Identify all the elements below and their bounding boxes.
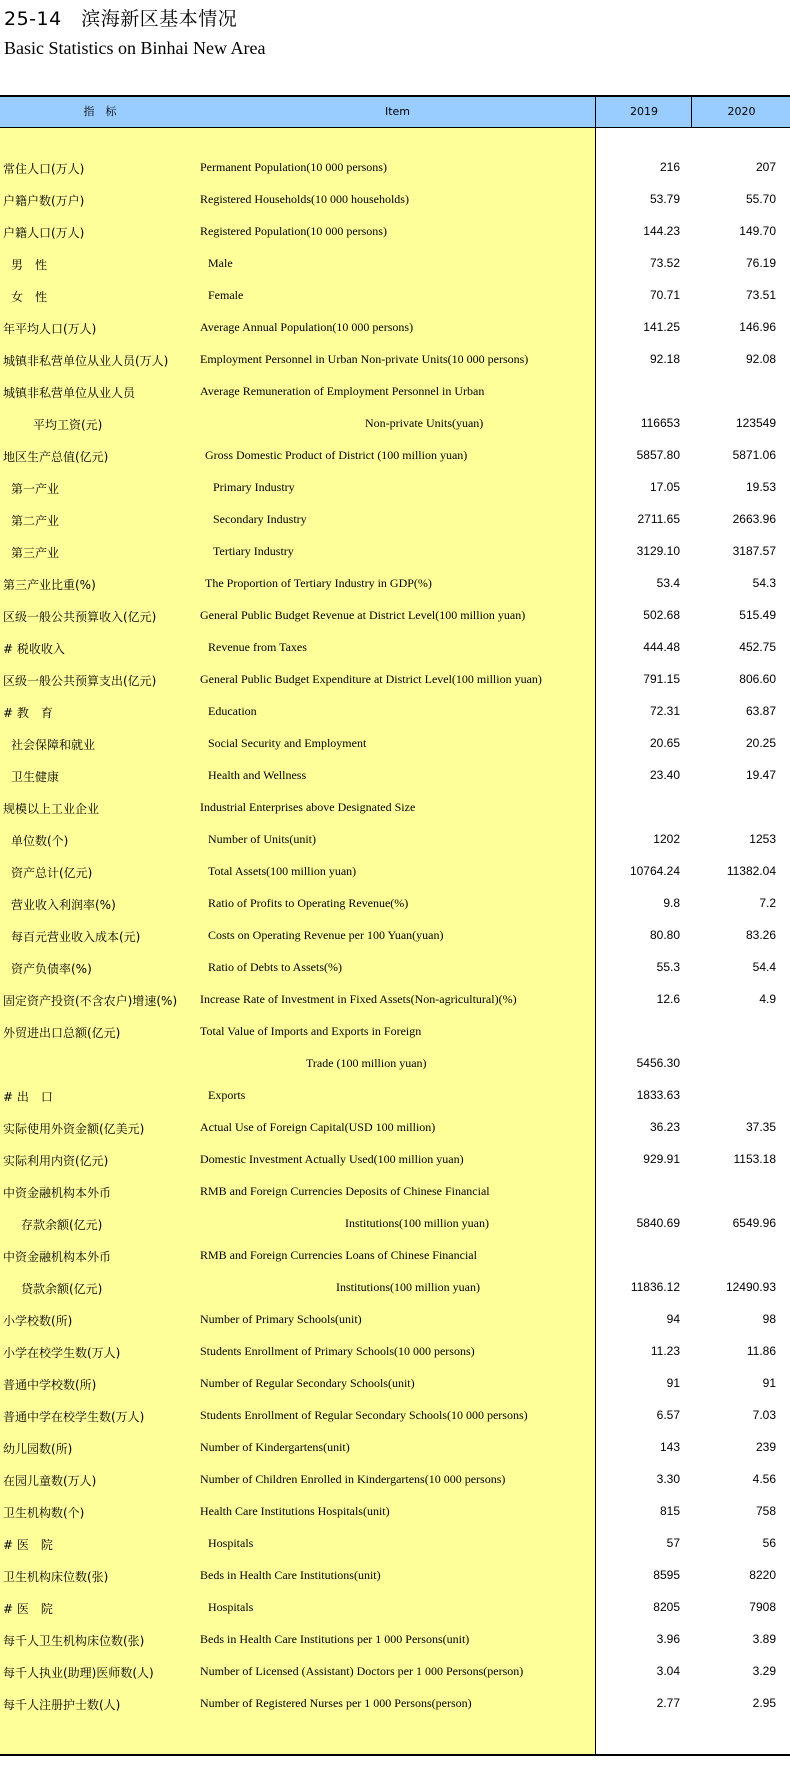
value-2019: 216 (659, 160, 680, 174)
table-row (0, 632, 790, 664)
value-2019: 11.23 (650, 1344, 680, 1358)
value-2020: 83.26 (745, 928, 776, 942)
row-label-en: Ratio of Debts to Assets(%) (208, 960, 342, 974)
row-label-en: Trade (100 million yuan) (306, 1056, 427, 1070)
row-label-cn: 单位数(个) (11, 834, 69, 848)
header-item-en: Item (384, 105, 411, 118)
row-label-en: Increase Rate of Investment in Fixed Assets(Non-agricultural)(%) (200, 992, 517, 1006)
table-row (0, 1560, 790, 1592)
table-row (0, 504, 790, 536)
row-label-en: Female (208, 288, 244, 302)
row-label-cn: 第二产业 (11, 514, 60, 528)
value-2020: 758 (755, 1504, 776, 1518)
value-2019: 70.71 (649, 288, 680, 302)
page-title-en: Basic Statistics on Binhai New Area (4, 38, 266, 58)
row-label-cn: # 医 院 (3, 1602, 53, 1616)
table-rows (0, 152, 790, 1720)
value-2019: 143 (659, 1440, 680, 1454)
value-2019: 9.8 (663, 896, 680, 910)
row-label-cn: 小学校数(所) (3, 1314, 73, 1328)
table-header (0, 95, 790, 128)
value-2020: 11.86 (746, 1344, 776, 1358)
value-2020: 73.51 (745, 288, 776, 302)
table-row (0, 1592, 790, 1624)
row-label-en: Costs on Operating Revenue per 100 Yuan(yuan) (208, 928, 444, 942)
row-label-en: Number of Kindergartens(unit) (200, 1440, 350, 1454)
value-2020: 149.70 (739, 224, 776, 238)
value-2019: 17.05 (649, 480, 680, 494)
row-label-en: Permanent Population(10 000 persons) (200, 160, 387, 174)
value-2020: 63.87 (745, 704, 776, 718)
row-label-cn: 户籍人口(万人) (3, 226, 85, 240)
table-row (0, 952, 790, 984)
value-2019: 23.40 (649, 768, 680, 782)
value-2019: 3.30 (656, 1472, 680, 1486)
row-label-en: Registered Population(10 000 persons) (200, 224, 387, 238)
value-2020: 37.35 (745, 1120, 776, 1134)
table-row (0, 216, 790, 248)
table-body (0, 128, 790, 1754)
row-label-en: Domestic Investment Actually Used(100 million yuan) (200, 1152, 464, 1166)
table-row (0, 1688, 790, 1720)
table-row (0, 1208, 790, 1240)
value-2019: 80.80 (649, 928, 680, 942)
value-2019: 116653 (640, 416, 680, 430)
table-row (0, 920, 790, 952)
value-2019: 12.6 (656, 992, 680, 1006)
value-2020: 1253 (749, 832, 776, 846)
value-2019: 53.79 (649, 192, 680, 206)
table-row (0, 1368, 790, 1400)
row-label-cn: 卫生机构床位数(张) (3, 1570, 109, 1584)
value-2019: 2.77 (656, 1696, 680, 1710)
table-row (0, 792, 790, 824)
row-label-en: Health and Wellness (208, 768, 307, 782)
row-label-cn: 实际使用外资金额(亿美元) (3, 1122, 145, 1136)
row-label-en: Total Value of Imports and Exports in Foreign (200, 1024, 422, 1038)
row-label-cn: 在园儿童数(万人) (3, 1474, 97, 1488)
table-row (0, 1528, 790, 1560)
row-label-en: Primary Industry (213, 480, 295, 494)
row-label-cn: 男 性 (11, 258, 48, 272)
row-label-en: General Public Budget Revenue at District Level(100 million yuan) (200, 608, 526, 622)
row-label-cn: 规模以上工业企业 (3, 802, 100, 816)
table-row (0, 312, 790, 344)
table-row (0, 1144, 790, 1176)
row-label-en: RMB and Foreign Currencies Loans of Chinese Financial (200, 1248, 477, 1262)
table-row (0, 440, 790, 472)
value-2019: 10764.24 (629, 864, 680, 878)
row-label-en: Tertiary Industry (213, 544, 294, 558)
row-label-en: Revenue from Taxes (208, 640, 307, 654)
header-item-cn: 指 标 (83, 105, 117, 118)
value-2020: 55.70 (745, 192, 776, 206)
table-row (0, 824, 790, 856)
value-2019: 91 (666, 1376, 680, 1390)
row-label-cn: 常住人口(万人) (3, 162, 85, 176)
value-2020: 1153.18 (733, 1152, 776, 1166)
table-row (0, 408, 790, 440)
row-label-cn: # 出 口 (3, 1090, 53, 1104)
value-2019: 3129.10 (636, 544, 680, 558)
value-2019: 11836.12 (630, 1280, 680, 1294)
value-2019: 3.04 (656, 1664, 680, 1678)
row-label-cn: 女 性 (11, 290, 48, 304)
value-2019: 5840.69 (636, 1216, 680, 1230)
value-2020: 92.08 (745, 352, 776, 366)
row-label-cn: # 医 院 (3, 1538, 53, 1552)
value-2020: 239 (755, 1440, 776, 1454)
row-label-en: General Public Budget Expenditure at District Level(100 million yuan) (200, 672, 542, 686)
table-row (0, 568, 790, 600)
value-2020: 54.3 (752, 576, 776, 590)
row-label-en: Average Annual Population(10 000 persons) (200, 320, 414, 334)
row-label-cn: 平均工资(元) (33, 418, 103, 432)
table-row (0, 1304, 790, 1336)
row-label-en: Secondary Industry (213, 512, 307, 526)
row-label-en: RMB and Foreign Currencies Deposits of Chinese Financial (200, 1184, 490, 1198)
value-2019: 1833.63 (636, 1088, 680, 1102)
value-2020: 7.03 (752, 1408, 776, 1422)
value-2019: 791.15 (643, 672, 680, 686)
table-row (0, 152, 790, 184)
value-2019: 53.4 (656, 576, 680, 590)
row-label-cn: 普通中学校数(所) (3, 1378, 97, 1392)
row-label-cn: 每千人卫生机构床位数(张) (3, 1634, 145, 1648)
value-2019: 5456.30 (636, 1056, 680, 1070)
row-label-en: Institutions(100 million yuan) (345, 1216, 489, 1230)
table-row (0, 1112, 790, 1144)
row-label-cn: 存款余额(亿元) (21, 1218, 103, 1232)
table-row (0, 1240, 790, 1272)
table-row (0, 984, 790, 1016)
value-2020: 56 (762, 1536, 776, 1550)
value-2019: 36.23 (649, 1120, 680, 1134)
statistics-table (0, 95, 790, 1754)
row-label-en: Number of Primary Schools(unit) (200, 1312, 362, 1326)
table-row (0, 344, 790, 376)
value-2019: 92.18 (649, 352, 680, 366)
row-label-en: Beds in Health Care Institutions per 1 000 Persons(unit) (200, 1632, 470, 1646)
row-label-cn: 区级一般公共预算收入(亿元) (3, 610, 157, 624)
row-label-cn: 每千人注册护士数(人) (3, 1698, 121, 1712)
row-label-cn: 年平均人口(万人) (3, 322, 97, 336)
header-year-2019: 2019 (595, 97, 692, 127)
value-2020: 3.29 (752, 1664, 776, 1678)
value-2019: 94 (666, 1312, 680, 1326)
row-label-cn: 资产负债率(%) (11, 962, 92, 976)
row-label-en: Employment Personnel in Urban Non-private Units(10 000 persons) (200, 352, 529, 366)
table-row (0, 1432, 790, 1464)
table-row (0, 696, 790, 728)
value-2020: 207 (755, 160, 776, 174)
row-label-cn: 社会保障和就业 (11, 738, 96, 752)
value-2020: 806.60 (739, 672, 776, 686)
table-row (0, 280, 790, 312)
row-label-cn: 每千人执业(助理)医师数(人) (3, 1666, 154, 1680)
value-2020: 20.25 (745, 736, 776, 750)
value-2019: 815 (659, 1504, 680, 1518)
table-row (0, 856, 790, 888)
value-2020: 146.96 (739, 320, 776, 334)
row-label-cn: 第三产业 (11, 546, 60, 560)
row-label-en: Number of Units(unit) (208, 832, 316, 846)
row-label-en: Number of Children Enrolled in Kindergartens(10 000 persons) (200, 1472, 506, 1486)
value-2020: 8220 (749, 1568, 776, 1582)
value-2019: 5857.80 (636, 448, 680, 462)
table-row (0, 1464, 790, 1496)
row-label-cn: 小学在校学生数(万人) (3, 1346, 121, 1360)
row-label-cn: 幼儿园数(所) (3, 1442, 73, 1456)
row-label-cn: 营业收入利润率(%) (11, 898, 116, 912)
row-label-en: Number of Licensed (Assistant) Doctors per 1 000 Persons(person) (200, 1664, 524, 1678)
value-2020: 19.47 (745, 768, 776, 782)
value-2019: 3.96 (656, 1632, 680, 1646)
table-row (0, 376, 790, 408)
table-row (0, 536, 790, 568)
value-2020: 54.4 (752, 960, 776, 974)
value-2019: 2711.65 (637, 512, 680, 526)
value-2020: 5871.06 (732, 448, 776, 462)
value-2020: 4.9 (759, 992, 776, 1006)
table-row (0, 1048, 790, 1080)
table-row (0, 1624, 790, 1656)
value-2019: 72.31 (649, 704, 680, 718)
value-2020: 19.53 (745, 480, 776, 494)
value-2019: 444.48 (643, 640, 680, 654)
row-label-en: Students Enrollment of Primary Schools(10 000 persons) (200, 1344, 475, 1358)
row-label-cn: 固定资产投资(不含农户)增速(%) (3, 994, 178, 1008)
table-row (0, 1016, 790, 1048)
row-label-cn: 实际利用内资(亿元) (3, 1154, 109, 1168)
row-label-en: Male (208, 256, 233, 270)
row-label-en: Actual Use of Foreign Capital(USD 100 million) (200, 1120, 436, 1134)
row-label-en: Students Enrollment of Regular Secondary Schools(10 000 persons) (200, 1408, 528, 1422)
row-label-cn: 中资金融机构本外币 (3, 1186, 112, 1200)
row-label-en: The Proportion of Tertiary Industry in GDP(%) (205, 576, 432, 590)
table-row (0, 1336, 790, 1368)
row-label-cn: 普通中学在校学生数(万人) (3, 1410, 145, 1424)
value-2019: 141.25 (643, 320, 680, 334)
value-2020: 91 (762, 1376, 776, 1390)
row-label-en: Hospitals (208, 1536, 254, 1550)
value-2020: 76.19 (745, 256, 776, 270)
value-2020: 98 (762, 1312, 776, 1326)
value-2020: 7908 (749, 1600, 776, 1614)
value-2020: 11382.04 (726, 864, 776, 878)
row-label-en: Hospitals (208, 1600, 254, 1614)
value-2019: 8205 (653, 1600, 680, 1614)
table-row (0, 1176, 790, 1208)
row-label-en: Non-private Units(yuan) (365, 416, 484, 430)
value-2019: 20.65 (649, 736, 680, 750)
row-label-cn: # 教 育 (3, 706, 53, 720)
row-label-cn: 外贸进出口总额(亿元) (3, 1026, 121, 1040)
value-2019: 144.23 (643, 224, 680, 238)
row-label-cn: # 税收收入 (3, 642, 65, 656)
row-label-en: Gross Domestic Product of District (100 million yuan) (205, 448, 468, 462)
header-year-2020: 2020 (691, 97, 790, 127)
row-label-cn: 贷款余额(亿元) (21, 1282, 103, 1296)
value-2020: 452.75 (739, 640, 776, 654)
table-row (0, 760, 790, 792)
row-label-cn: 户籍户数(万户) (3, 194, 85, 208)
row-label-en: Number of Regular Secondary Schools(unit) (200, 1376, 415, 1390)
row-label-cn: 卫生健康 (11, 770, 60, 784)
row-label-en: Ratio of Profits to Operating Revenue(%) (208, 896, 409, 910)
row-label-cn: 第一产业 (11, 482, 60, 496)
value-2020: 2.95 (752, 1696, 776, 1710)
row-label-cn: 地区生产总值(亿元) (3, 450, 109, 464)
table-row (0, 472, 790, 504)
value-2019: 502.68 (643, 608, 680, 622)
table-bottom-rule (0, 1754, 790, 1756)
table-row (0, 1400, 790, 1432)
value-2019: 8595 (653, 1568, 680, 1582)
row-label-en: Beds in Health Care Institutions(unit) (200, 1568, 381, 1582)
row-label-en: Average Remuneration of Employment Personnel in Urban (200, 384, 485, 398)
page-title-cn: 25-14 滨海新区基本情况 (4, 8, 238, 30)
value-2020: 12490.93 (725, 1280, 776, 1294)
row-label-cn: 卫生机构数(个) (3, 1506, 85, 1520)
row-label-cn: 城镇非私营单位从业人员(万人) (3, 354, 169, 368)
row-label-en: Institutions(100 million yuan) (336, 1280, 480, 1294)
value-2020: 2663.96 (732, 512, 776, 526)
value-2020: 515.49 (739, 608, 776, 622)
row-label-en: Registered Households(10 000 households) (200, 192, 409, 206)
row-label-en: Education (208, 704, 257, 718)
table-row (0, 664, 790, 696)
value-2020: 123549 (735, 416, 776, 430)
table-row (0, 248, 790, 280)
row-label-en: Industrial Enterprises above Designated Size (200, 800, 416, 814)
value-2019: 73.52 (649, 256, 680, 270)
row-label-en: Number of Registered Nurses per 1 000 Persons(person) (200, 1696, 472, 1710)
row-label-cn: 第三产业比重(%) (3, 578, 96, 592)
row-label-en: Exports (208, 1088, 246, 1102)
row-label-cn: 每百元营业收入成本(元) (11, 930, 141, 944)
table-row (0, 1496, 790, 1528)
row-label-cn: 中资金融机构本外币 (3, 1250, 112, 1264)
value-2019: 6.57 (656, 1408, 680, 1422)
table-row (0, 888, 790, 920)
row-label-en: Social Security and Employment (208, 736, 367, 750)
row-label-cn: 资产总计(亿元) (11, 866, 93, 880)
table-row (0, 600, 790, 632)
value-2020: 7.2 (759, 896, 776, 910)
value-2020: 3187.57 (732, 544, 776, 558)
value-2019: 57 (666, 1536, 680, 1550)
value-2020: 4.56 (752, 1472, 776, 1486)
row-label-cn: 区级一般公共预算支出(亿元) (3, 674, 157, 688)
table-row (0, 1656, 790, 1688)
row-label-en: Total Assets(100 million yuan) (208, 864, 357, 878)
value-2020: 3.89 (752, 1632, 776, 1646)
value-2019: 1202 (653, 832, 680, 846)
row-label-en: Health Care Institutions Hospitals(unit) (200, 1504, 390, 1518)
table-row (0, 1272, 790, 1304)
row-label-cn: 城镇非私营单位从业人员 (3, 386, 136, 400)
table-row (0, 184, 790, 216)
table-row (0, 1080, 790, 1112)
value-2020: 6549.96 (732, 1216, 776, 1230)
value-2019: 55.3 (656, 960, 680, 974)
value-2019: 929.91 (643, 1152, 680, 1166)
table-row (0, 728, 790, 760)
